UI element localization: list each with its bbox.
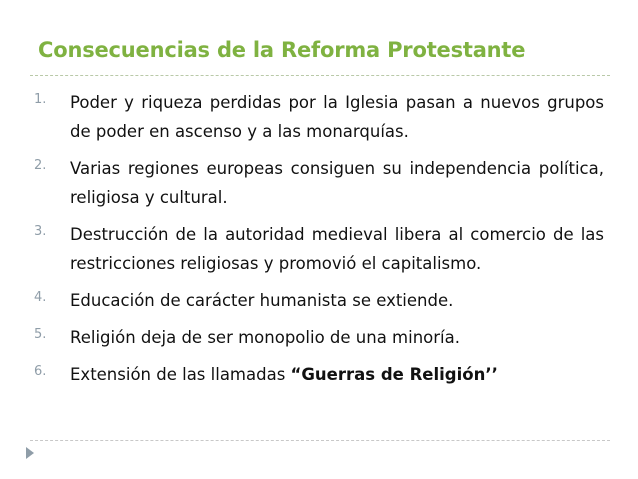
list-item-text: Poder y riqueza perdidas por la Iglesia pasan a nuevos grupos de poder en ascenso y a las monarquías. (70, 93, 604, 141)
list-item (34, 360, 604, 389)
list-item-text: Varias regiones europeas consiguen su independencia política, religiosa y cultural. (70, 159, 604, 207)
list-item (34, 220, 604, 278)
list-item-text-plain: Extensión de las llamadas (70, 365, 291, 384)
list-item-number: 4. (34, 290, 47, 305)
list-item-number: 3. (34, 224, 47, 239)
list-item (34, 323, 604, 352)
footer-divider (30, 440, 610, 441)
list-item-number: 5. (34, 327, 47, 342)
list-item-text: Educación de carácter humanista se extiende. (70, 291, 454, 310)
list-item-text: Religión deja de ser monopolio de una minoría. (70, 328, 460, 347)
triangle-bullet-icon (26, 447, 34, 459)
list-item-number: 1. (34, 92, 47, 107)
list-item (34, 88, 604, 146)
slide-title: Consecuencias de la Reforma Protestante (38, 38, 526, 62)
list-item (34, 154, 604, 212)
list-item-text (70, 360, 604, 389)
list-item-emphasis: “Guerras de Religión’’ (290, 365, 498, 384)
list-item-number: 2. (34, 158, 47, 173)
list-item-text: Destrucción de la autoridad medieval libera al comercio de las restricciones religiosas y promovió el capitalismo. (70, 225, 604, 273)
list-item-number: 6. (34, 364, 47, 379)
list-item (34, 286, 604, 315)
consequences-list (34, 88, 604, 397)
title-divider (30, 75, 610, 76)
